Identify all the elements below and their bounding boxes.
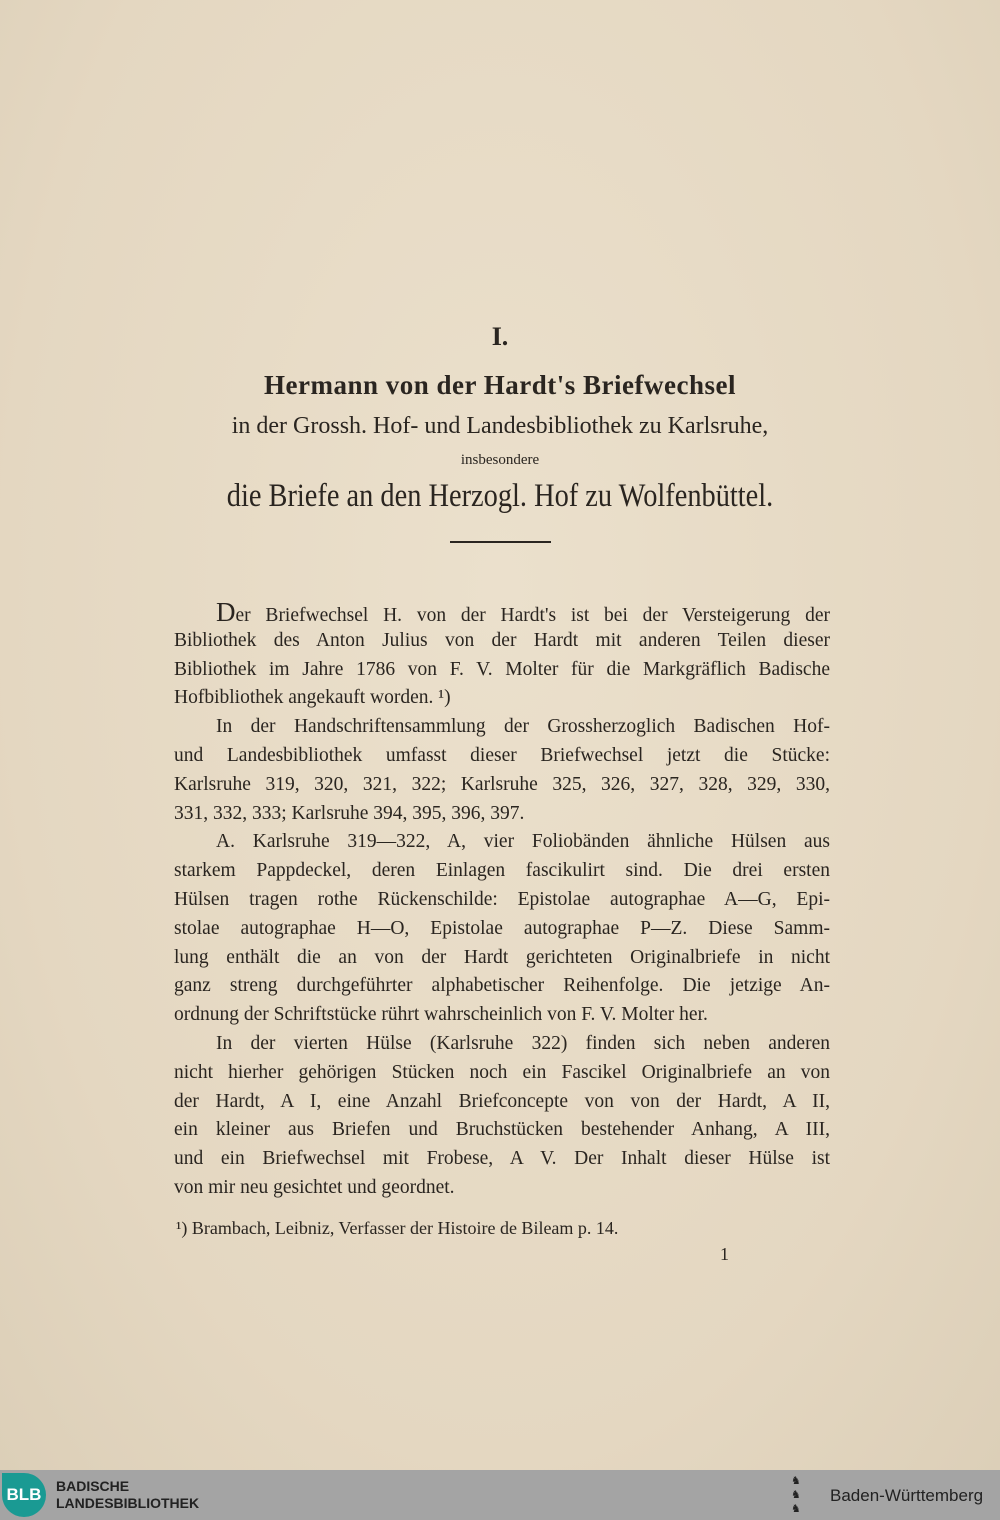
text-line: In der vierten Hülse (Karlsruhe 322) finden sich neben anderen <box>216 1032 830 1054</box>
text-line: 331, 332, 333; Karlsruhe 394, 395, 396, 397. <box>174 802 525 824</box>
text-line: der Hardt, A I, eine Anzahl Briefconcepte von von der Hardt, A II, <box>174 1090 830 1112</box>
drop-initial: D <box>216 597 236 627</box>
text-line: von mir neu gesichtet und geordnet. <box>174 1176 455 1198</box>
text-line: Bibliothek des Anton Julius von der Hardt mit anderen Teilen dieser <box>174 629 830 651</box>
text-line: ganz streng durchgeführter alphabetischer Reihenfolge. Die jetzige An- <box>174 975 830 997</box>
text-line: Karlsruhe 319, 320, 321, 322; Karlsruhe 325, 326, 327, 328, 329, 330, <box>174 773 830 795</box>
footnote: ¹) Brambach, Leibniz, Verfasser der Histoire de Bileam p. 14. <box>176 1218 619 1238</box>
library-name-line1: BADISCHE <box>56 1478 130 1494</box>
page-number: 1 <box>720 1244 729 1264</box>
text-line: und Landesbibliothek umfasst dieser Briefwechsel jetzt die Stücke: <box>174 744 830 766</box>
text-line: stolae autographae H—O, Epistolae autographae P—Z. Diese Samm- <box>174 917 830 939</box>
state-name[interactable]: Baden-Württemberg <box>830 1486 984 1505</box>
text-line: A. Karlsruhe 319—322, A, vier Foliobänden ähnliche Hülsen aus <box>216 831 830 853</box>
chapter-subtitle: in der Grossh. Hof- und Landesbibliothek zu Karlsruhe, <box>231 413 769 439</box>
text-line: lung enthält die an von der Hardt gerichteten Originalbriefe in nicht <box>174 946 830 968</box>
text-line: In der Handschriftensammlung der Grossherzoglich Badischen Hof- <box>216 716 830 738</box>
lions-crest-icon: ♞ ♞ ♞ <box>791 1475 801 1515</box>
chapter-connector: insbesondere <box>460 452 540 468</box>
text-line: Hülsen tragen rothe Rückenschilde: Epistolae autographae A—G, Epi- <box>174 888 830 910</box>
body-text <box>174 598 830 1203</box>
library-name-line2: LANDESBIBLIOTHEK <box>56 1495 200 1511</box>
blb-logo[interactable]: BLB <box>2 1473 46 1517</box>
text-line <box>174 598 830 627</box>
chapter-title: Hermann von der Hardt's Briefwechsel <box>264 370 736 400</box>
text-line-content: er Briefwechsel H. von der Hardt's ist bei der Versteigerung der <box>235 605 830 626</box>
text-line: und ein Briefwechsel mit Frobese, A V. Der Inhalt dieser Hülse ist <box>174 1148 830 1170</box>
library-name[interactable] <box>56 1478 199 1512</box>
chapter-number: I. <box>491 322 509 351</box>
text-line: ordnung der Schriftstücke rührt wahrscheinlich von F. V. Molter her. <box>174 1004 708 1026</box>
footer-bar <box>0 1470 1000 1520</box>
text-line: Hofbibliothek angekauft worden. ¹) <box>174 687 451 709</box>
text-line: nicht hierher gehörigen Stücken noch ein Fascikel Originalbriefe an von <box>174 1061 830 1083</box>
divider-rule <box>450 541 551 543</box>
text-line: ein kleiner aus Briefen und Bruchstücken bestehender Anhang, A III, <box>174 1119 830 1141</box>
chapter-title-2: die Briefe an den Herzogl. Hof zu Wolfenbüttel. <box>226 478 774 514</box>
text-line: Bibliothek im Jahre 1786 von F. V. Molter für die Markgräflich Badische <box>174 658 830 680</box>
text-line: starkem Pappdeckel, deren Einlagen fascikulirt sind. Die drei ersten <box>174 860 830 882</box>
